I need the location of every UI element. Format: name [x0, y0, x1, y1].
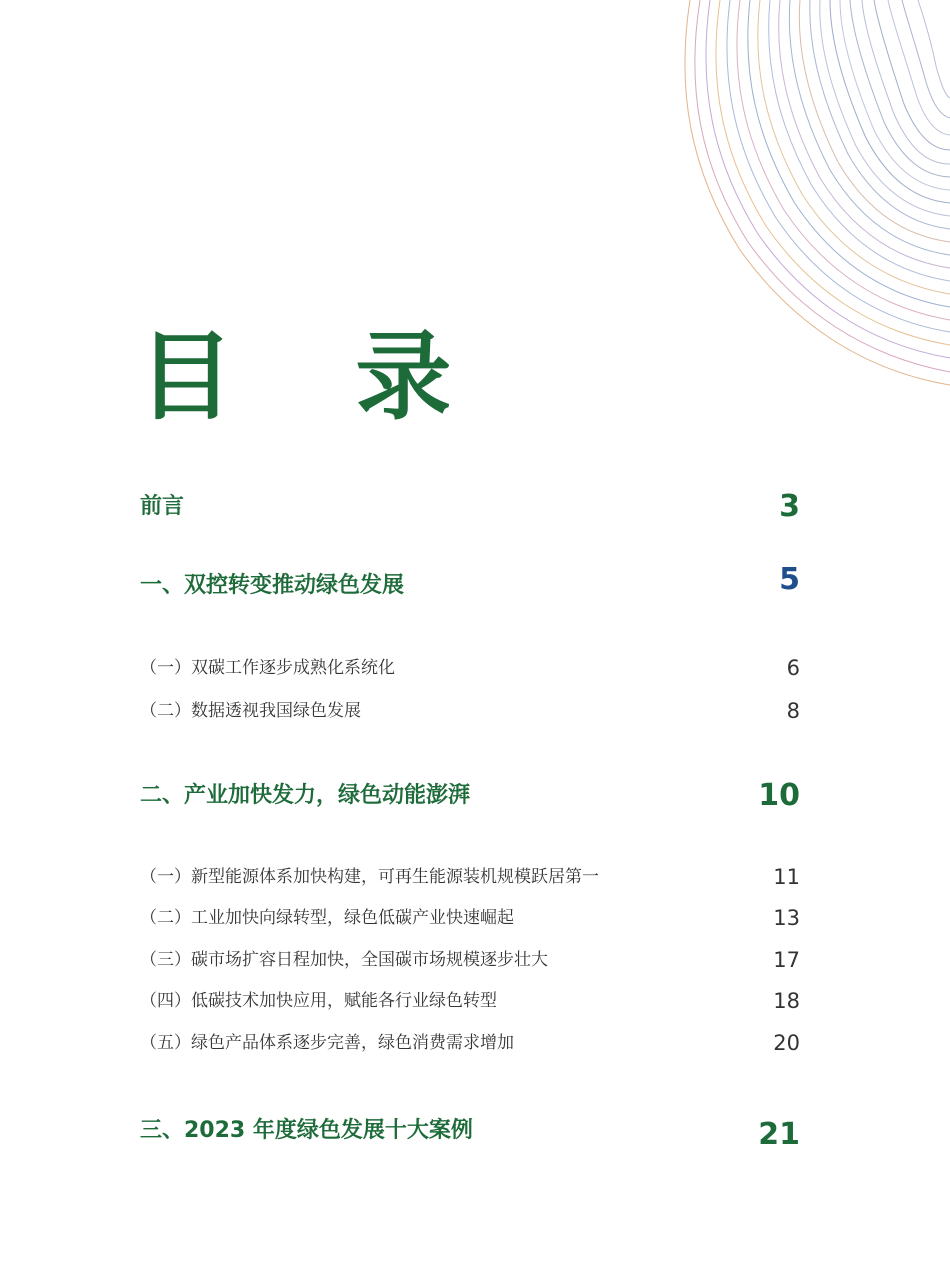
toc-page-number: 6 [786, 656, 800, 680]
toc-page-number: 17 [773, 948, 800, 972]
toc-entry-section-1[interactable] [140, 562, 800, 604]
toc-page-number: 3 [779, 489, 800, 524]
toc-entry-1-1[interactable] [140, 654, 800, 682]
toc-label: （五）绿色产品体系逐步完善，绿色消费需求增加 [140, 1033, 514, 1053]
toc-entry-2-2[interactable] [140, 904, 800, 932]
toc-entry-section-3[interactable] [140, 1113, 800, 1152]
toc-entry-1-2[interactable] [140, 697, 800, 725]
toc-label: （二）工业加快向绿转型，绿色低碳产业快速崛起 [140, 908, 514, 928]
toc-label: （四）低碳技术加快应用，赋能各行业绿色转型 [140, 991, 497, 1011]
toc-entry-section-2[interactable] [140, 778, 800, 814]
toc-label: （二）数据透视我国绿色发展 [140, 701, 361, 721]
toc-entry-2-1[interactable] [140, 863, 800, 891]
toc-page-number: 13 [773, 906, 800, 930]
toc-label: 一、双控转变推动绿色发展 [140, 573, 405, 598]
toc-label: 二、产业加快发力，绿色动能澎湃 [140, 783, 471, 808]
toc-page-number: 20 [773, 1031, 800, 1055]
toc-page-number: 18 [773, 989, 800, 1013]
toc-label: （三）碳市场扩容日程加快，全国碳市场规模逐步壮大 [140, 950, 548, 970]
toc-entry-2-5[interactable] [140, 1029, 800, 1057]
toc-label: （一）新型能源体系加快构建，可再生能源装机规模跃居第一 [140, 867, 599, 887]
toc-label: 三、2023 年度绿色发展十大案例 [140, 1118, 473, 1143]
toc-page-number: 8 [786, 699, 800, 723]
toc-page-number: 10 [758, 778, 800, 813]
page-title: 目 录 [138, 321, 496, 433]
toc-label: 前言 [140, 494, 185, 519]
toc-entry-2-3[interactable] [140, 946, 800, 974]
toc-page-number: 5 [779, 562, 800, 597]
toc-page-number: 11 [773, 865, 800, 889]
toc-label: （一）双碳工作逐步成熟化系统化 [140, 658, 395, 678]
toc-entry-2-4[interactable] [140, 987, 800, 1015]
toc-entry-preface[interactable] [140, 489, 800, 525]
toc-page-number: 21 [758, 1117, 800, 1152]
